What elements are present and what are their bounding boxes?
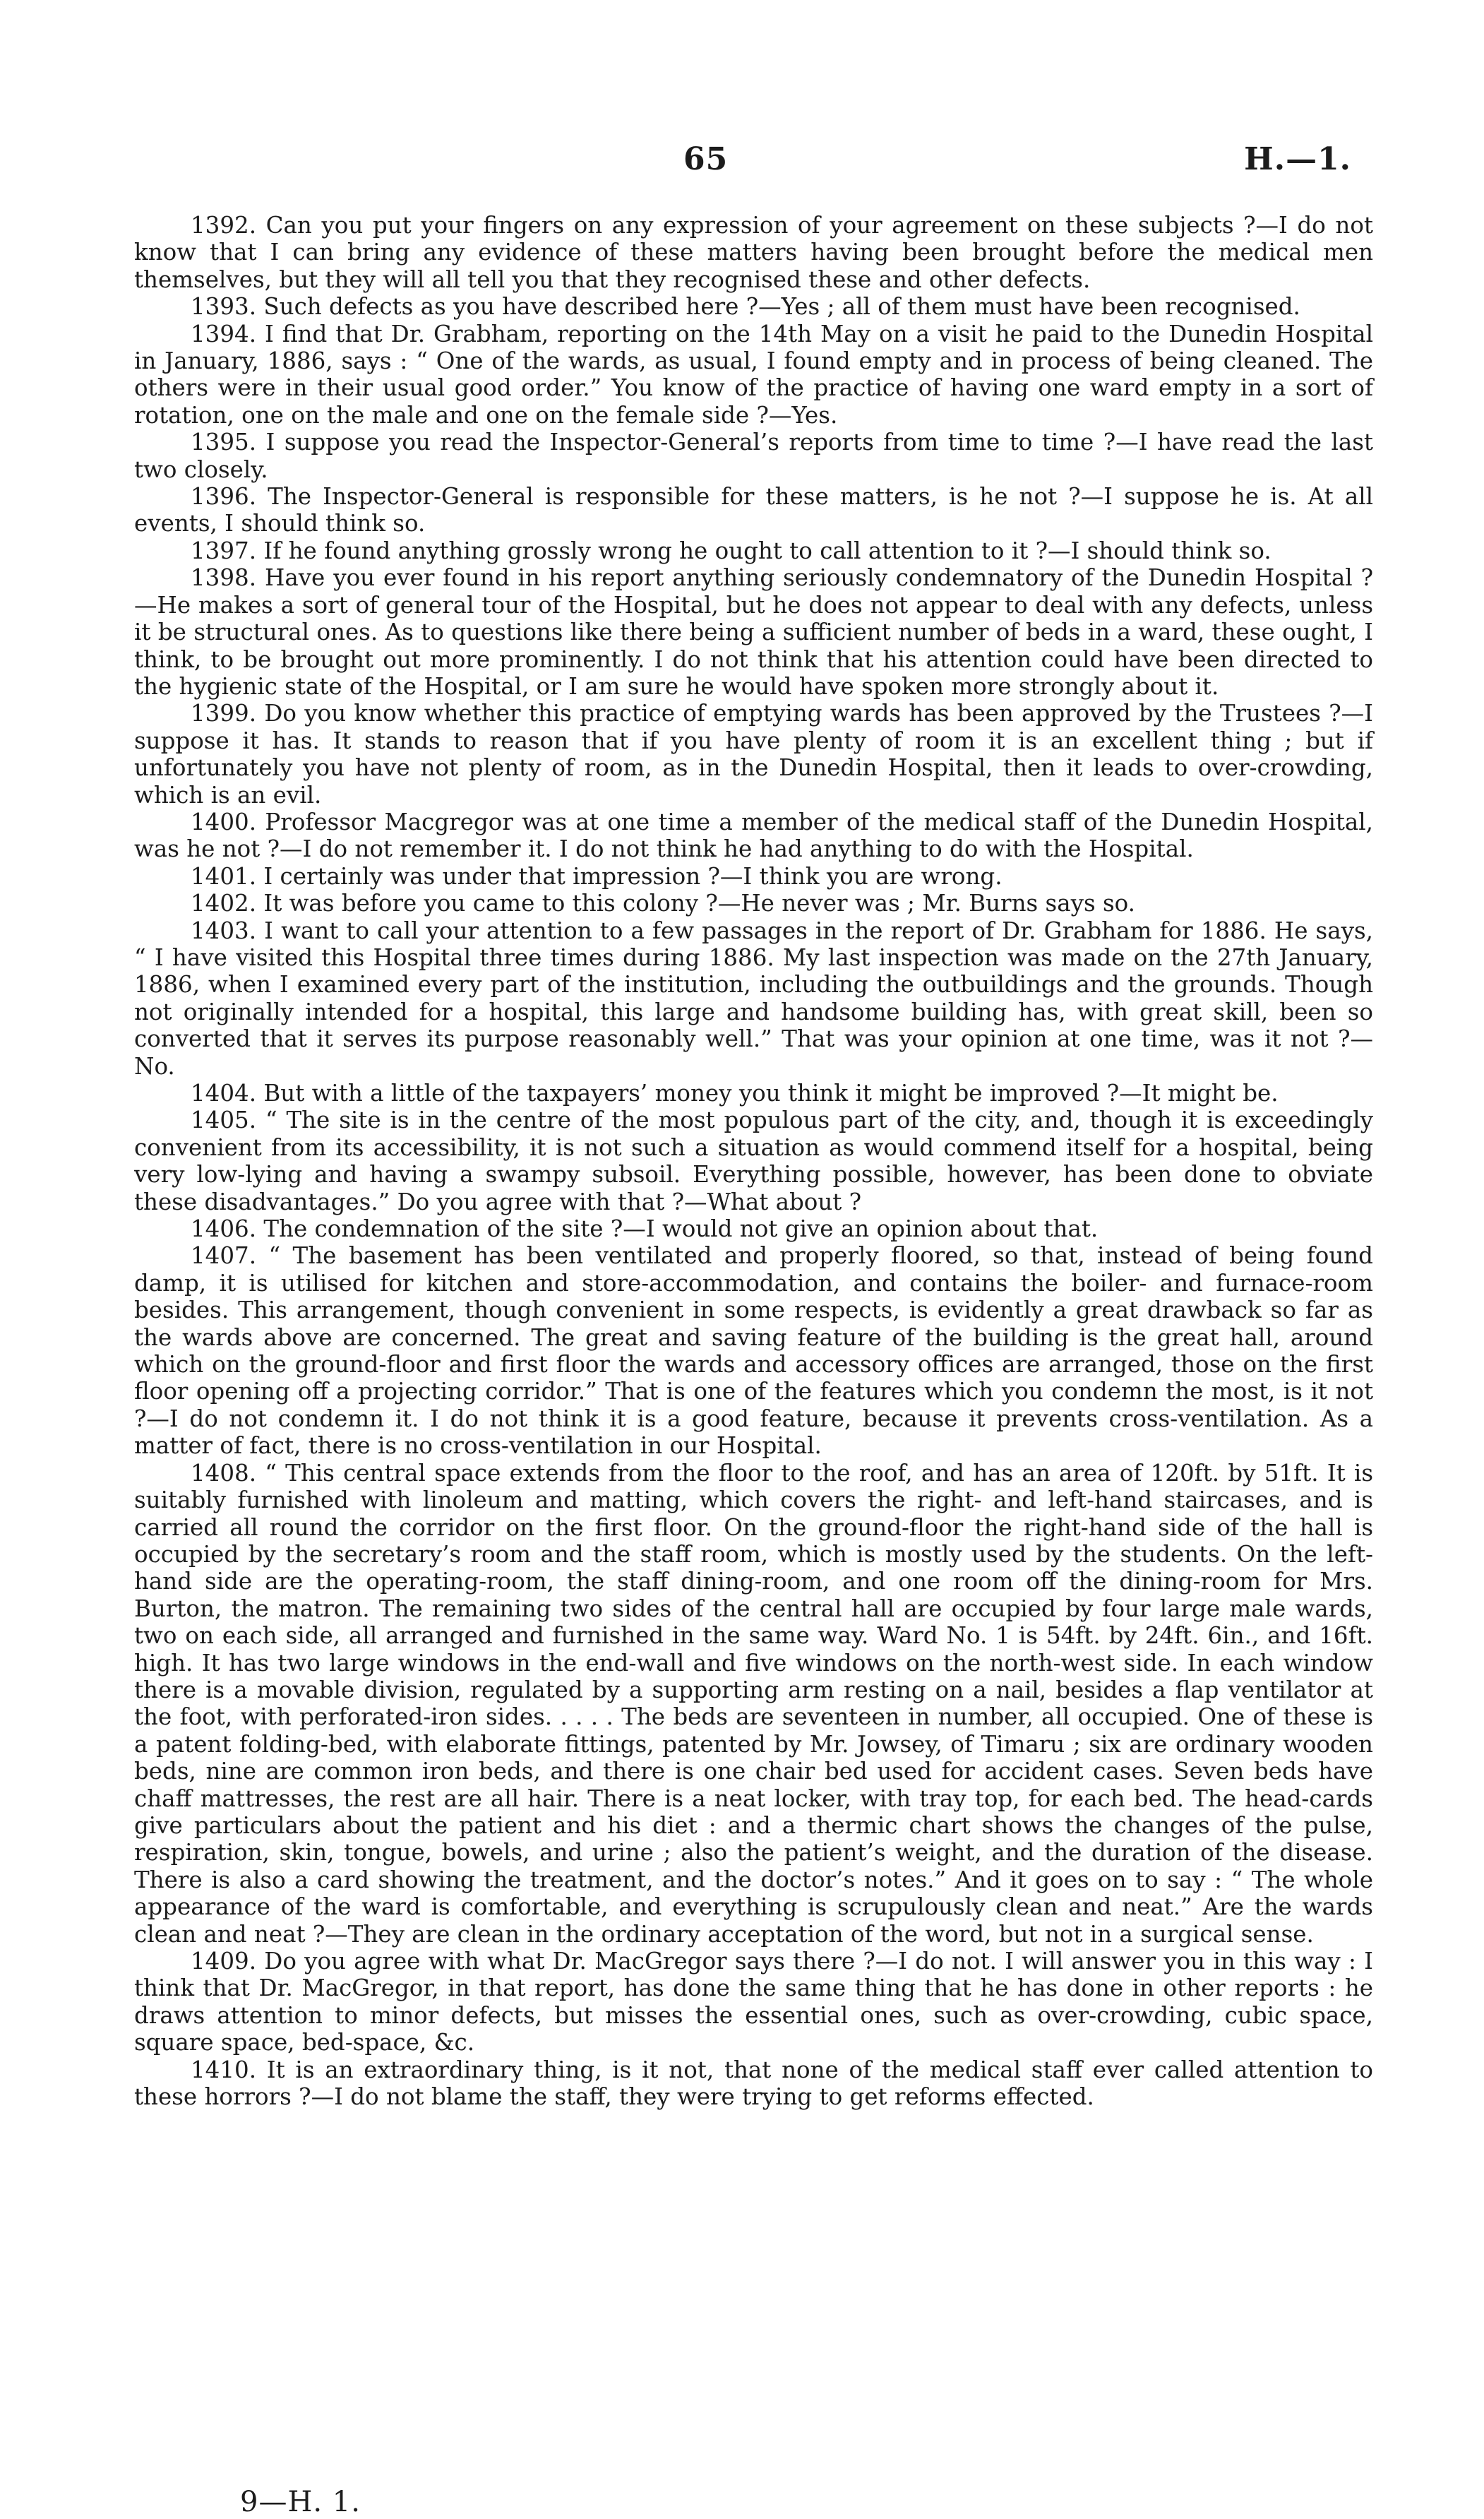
paragraph-1397: 1397. If he found anything grossly wrong he ought to call attention to it ?—I should think so.: [191, 537, 1271, 564]
page-number: 65: [683, 141, 729, 177]
series-label: H.—1.: [1244, 141, 1351, 177]
paragraph-1396: 1396. The Inspector-General is responsible for these matters, is he not ?—I suppose he is. At all events, I should think so.: [134, 483, 1373, 537]
paragraph-1395: 1395. I suppose you read the Inspector-General’s reports from time to time ?—I have read the last two closely.: [134, 429, 1373, 483]
paragraph-1410: 1410. It is an extraordinary thing, is it not, that none of the medical staff ever called attention to these horrors ?—I do not blame the staff, they were trying to get reforms effected.: [134, 2056, 1373, 2111]
paragraph-1409: 1409. Do you agree with what Dr. MacGregor says there ?—I do not. I will answer you in this way : I think that Dr. MacGregor, in that report, has done the same thing that he has done in other reports : he draws attention to minor defects, but misses the essential ones, such as over-crowding, cubic space, square space, bed-space, &c.: [134, 1948, 1373, 2056]
paragraph-1407: 1407. “ The basement has been ventilated and properly floored, so that, instead of being found damp, it is utilised for kitchen and store-accommodation, and contains the boiler- and furnace-room besides. This arrangement, though convenient in some respects, is evidently a great drawback so far as the wards above are concerned. The great and saving feature of the building is the great hall, around which on the ground-floor and first floor the wards and accessory offices are arranged, those on the first floor opening off a projecting corridor.” That is one of the features which you condemn the most, is it not ?—I do not condemn it. I do not think it is a good feature, because it prevents cross-ventilation. As a matter of fact, there is no cross-ventilation in our Hospital.: [134, 1242, 1373, 1460]
paragraph-1393: 1393. Such defects as you have described here ?—Yes ; all of them must have been recognised.: [191, 293, 1300, 321]
page-signature: 9—H. 1.: [240, 2486, 361, 2518]
paragraph-1405: 1405. “ The site is in the centre of the most populous part of the city, and, though it is exceedingly convenient from its accessibility, it is not such a situation as would commend itself for a hospital, being very low-lying and having a swampy subsoil. Everything possible, however, has been done to obviate these disadvantages.” Do you agree with that ?—What about ?: [134, 1107, 1373, 1215]
paragraph-1408: 1408. “ This central space extends from the floor to the roof, and has an area of 120ft. by 51ft. It is suitably furnished with linoleum and matting, which covers the right- and left-hand staircases, and is carried all round the corridor on the first floor. On the ground-floor the right-hand side of the hall is occupied by the secretary’s room and the staff room, which is mostly used by the students. On the left-hand side are the operating-room, the staff dining-room, and one room off the dining-room for Mrs. Burton, the matron. The remaining two sides of the central hall are occupied by four large male wards, two on each side, all arranged and furnished in the same way. Ward No. 1 is 54ft. by 24ft. 6in., and 16ft. high. It has two large windows in the end-wall and five windows on the north-west side. In each window there is a movable division, regulated by a supporting arm resting on a nail, besides a flap ventilator at the foot, with perforated-iron sides. . . . . The beds are seventeen in number, all occupied. One of these is a patent folding-bed, with elaborate fittings, patented by Mr. Jowsey, of Timaru ; six are ordinary wooden beds, nine are common iron beds, and there is one chair bed used for accident cases. Seven beds have chaff mattresses, the rest are all hair. There is a neat locker, with tray top, for each bed. The head-cards give particulars about the patient and his diet : and a thermic chart shows the changes of the pulse, respiration, skin, tongue, bowels, and urine ; also the patient’s weight, and the duration of the disease. There is also a card showing the treatment, and the doctor’s notes.” And it goes on to say : “ The whole appearance of the ward is comfortable, and everything is scrupulously clean and neat.” Are the wards clean and neat ?—They are clean in the ordinary acceptation of the word, but not in a surgical sense.: [134, 1459, 1373, 1948]
paragraph-1403: 1403. I want to call your attention to a few passages in the report of Dr. Grabham for 1886. He says, “ I have visited this Hospital three times during 1886. My last inspection was made on the 27th January, 1886, when I examined every part of the institution, including the outbuildings and the grounds. Though not originally intended for a hospital, this large and handsome building has, with great skill, been so converted that it serves its purpose reasonably well.” That was your opinion at one time, was it not ?—No.: [134, 917, 1373, 1080]
page-header: [0, 141, 1484, 191]
paragraph-1401: 1401. I certainly was under that impression ?—I think you are wrong.: [191, 862, 1003, 890]
paragraph-1394: 1394. I find that Dr. Grabham, reporting on the 14th May on a visit he paid to the Dunedin Hospital in January, 1886, says : “ One of the wards, as usual, I found empty and in process of being cleaned. The others were in their usual good order.” You know of the practice of having one ward empty in a sort of rotation, one on the male and one on the female side ?—Yes.: [134, 320, 1373, 429]
document-body: [134, 212, 1373, 2110]
paragraph-1404: 1404. But with a little of the taxpayers’ money you think it might be improved ?—It might be.: [191, 1080, 1279, 1107]
paragraph-1399: 1399. Do you know whether this practice of emptying wards has been approved by the Trustees ?—I suppose it has. It stands to reason that if you have plenty of room it is an excellent thing ; but if unfortunately you have not plenty of room, as in the Dunedin Hospital, then it leads to over-crowding, which is an evil.: [134, 700, 1373, 809]
paragraph-1402: 1402. It was before you came to this colony ?—He never was ; Mr. Burns says so.: [191, 890, 1135, 917]
paragraph-1398: 1398. Have you ever found in his report anything seriously condemnatory of the Dunedin Hospital ?—He makes a sort of general tour of the Hospital, but he does not appear to deal with any defects, unless it be structural ones. As to questions like there being a sufficient number of beds in a ward, these ought, I think, to be brought out more prominently. I do not think that his attention could have been directed to the hygienic state of the Hospital, or I am sure he would have spoken more strongly about it.: [134, 564, 1373, 700]
paragraph-1392: 1392. Can you put your fingers on any expression of your agreement on these subjects ?—I do not know that I can bring any evidence of these matters having been brought before the medical men themselves, but they will all tell you that they recognised these and other defects.: [134, 212, 1373, 293]
paragraph-1400: 1400. Professor Macgregor was at one time a member of the medical staff of the Dunedin Hospital, was he not ?—I do not remember it. I do not think he had anything to do with the Hospital.: [134, 808, 1373, 863]
paragraph-1406: 1406. The condemnation of the site ?—I would not give an opinion about that.: [191, 1215, 1099, 1243]
